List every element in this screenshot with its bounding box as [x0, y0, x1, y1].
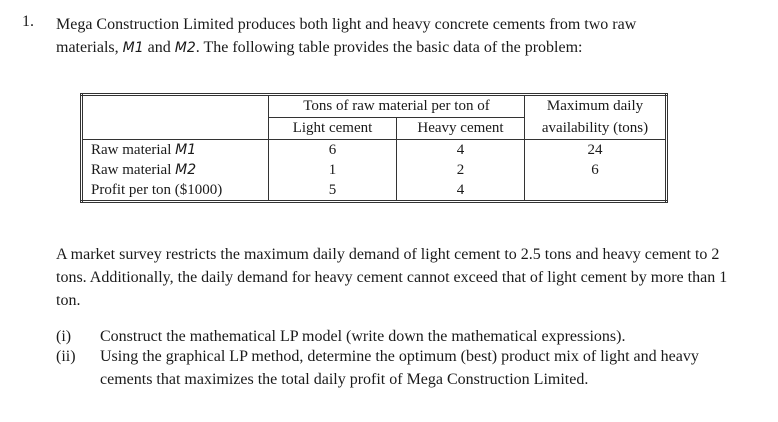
question-number: 1. — [22, 13, 34, 30]
cell-light: 5 — [328, 182, 337, 198]
cell-max: 24 — [525, 140, 667, 161]
table-row — [82, 160, 667, 180]
table-row — [82, 140, 667, 161]
subquestion-text: Using the graphical LP method, determine the optimum (best) product mix of light and heavy cements that maximizes the total daily profit of Mega Construction Limited. — [100, 348, 699, 388]
row-label-text: Raw material — [91, 142, 172, 158]
row-label-text: Raw material — [91, 162, 172, 178]
header-light-cement: Light cement — [292, 120, 373, 136]
row-label-var: M2 — [175, 162, 197, 178]
row-label — [82, 140, 269, 161]
market-survey-paragraph: A market survey restricts the maximum daily demand of light cement to 2.5 tons and heavy cement to 2 tons. Additionally, the daily demand for heavy cement cannot exceed that of light cement by more than 1 ton. — [56, 246, 728, 309]
material-m1-symbol: M1 — [122, 40, 144, 56]
and-word: and — [147, 39, 171, 56]
cell-max: 6 — [525, 160, 667, 180]
intro-line-2-end: . The following table provides the basic data of the problem: — [195, 39, 583, 56]
table-corner-cell — [82, 95, 269, 140]
subquestion-ii — [56, 345, 746, 391]
cell-heavy: 2 — [397, 160, 525, 180]
subquestion-label: (i) — [56, 328, 72, 345]
row-label — [82, 160, 269, 180]
data-table — [80, 93, 668, 203]
header-max-line2: availability (tons) — [525, 118, 667, 140]
header-group-cell: Tons of raw material per ton of — [269, 95, 525, 118]
header-heavy-cement: Heavy cement — [397, 118, 525, 140]
question-intro — [56, 13, 746, 60]
cell-heavy: 4 — [397, 180, 525, 202]
subquestion-label: (ii) — [56, 348, 76, 365]
subquestion-text: Construct the mathematical LP model (write down the mathematical expressions). — [100, 328, 626, 345]
data-table-wrapper — [80, 93, 668, 203]
cell-max — [525, 180, 667, 202]
intro-line-2-start: materials, — [56, 39, 119, 56]
row-label-text: Profit per ton ($1000) — [91, 182, 223, 198]
header-max-line1: Maximum daily — [525, 95, 667, 118]
row-label-var: M1 — [175, 142, 197, 158]
row-label — [82, 180, 269, 202]
cell-heavy: 4 — [397, 140, 525, 161]
material-m2-symbol: M2 — [174, 40, 196, 56]
cell-light: 1 — [328, 162, 337, 178]
table-row — [82, 180, 667, 202]
cell-light: 6 — [269, 140, 397, 161]
table-header-row-1 — [82, 95, 667, 118]
intro-line-1: Mega Construction Limited produces both light and heavy concrete cements from two raw — [56, 16, 637, 33]
